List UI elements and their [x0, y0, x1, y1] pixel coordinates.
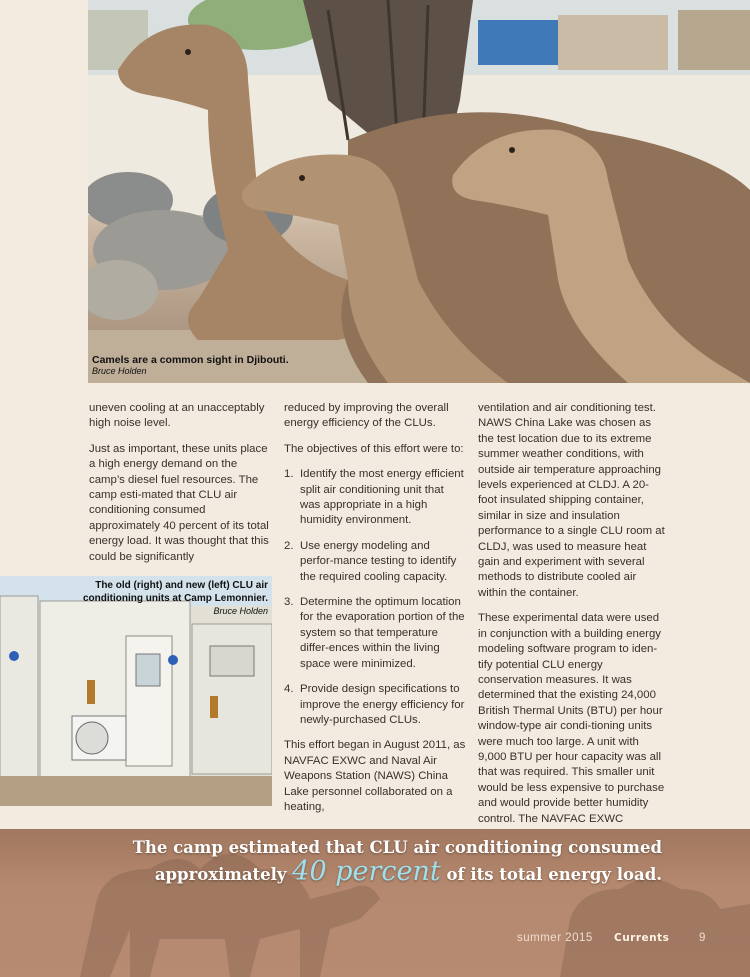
pull-quote-highlight: 40 percent — [292, 856, 441, 887]
left-photo-caption-line1: The old (right) and new (left) CLU air — [95, 580, 268, 591]
col1-paragraph-2: Just as important, these units place a high energy demand on the camp’s diesel fuel resources. The camp esti-mated that CLU air conditioning consumed approximately 40 percent of its total energy load. It was thought that this could be significantly — [89, 442, 269, 563]
pull-quote-after: of its total energy load. — [446, 865, 662, 884]
article-column-3 — [478, 401, 666, 837]
article-column-1 — [89, 401, 269, 575]
col3-paragraph-2: These experimental data were used in conjunction with a building energy modeling software program to iden-tify potential CLU energy conservation measures. It was determined that the existing 24,000 British Thermal Units (BTU) per hour window-type air condi-tioning units were much too large. A unit with 9,000 BTU per hour capacity was all that was required. This smaller unit would be less expensive to purchase and would provide better humidity control. The NAVFAC EXWC — [478, 612, 665, 825]
objective-number: 1. — [284, 468, 294, 481]
top-photo-caption — [92, 354, 289, 376]
objective-item — [284, 595, 466, 672]
top-photo-caption-text: Camels are a common sight in Djibouti. — [92, 354, 289, 366]
objective-number: 2. — [284, 539, 294, 552]
camels-photo — [88, 0, 750, 383]
camels-illustration — [88, 0, 750, 383]
left-photo-caption-line2: conditioning units at Camp Lemonnier. — [82, 592, 268, 604]
col1-paragraph-1: uneven cooling at an unacceptably high noise level. — [89, 402, 265, 430]
pull-quote — [0, 836, 662, 887]
objective-text: Identify the most energy efficient split air conditioning unit that was appropriate in a high humidity environment. — [300, 468, 464, 527]
objectives-list — [284, 467, 466, 728]
objective-number: 3. — [284, 596, 294, 609]
article-column-2 — [284, 401, 466, 825]
objective-text: Provide design specifications to improve the energy efficiency for newly-purchased CLUs. — [300, 683, 465, 726]
left-photo-credit: Bruce Holden — [213, 606, 268, 616]
footer-season: summer 2015 — [517, 932, 593, 944]
pull-quote-band — [0, 829, 750, 977]
objective-text: Determine the optimum location for the evaporation portion of the system so that temperature differ-ences within the living space were minimized. — [300, 596, 465, 670]
clu-units-photo — [0, 576, 272, 806]
page-number: 9 — [699, 932, 706, 944]
col2-paragraph-2: The objectives of this effort were to: — [284, 442, 464, 455]
objective-item — [284, 467, 466, 529]
objective-text: Use energy modeling and perfor-mance testing to identify the required cooling capacity. — [300, 539, 457, 583]
pull-quote-before: approximately — [154, 865, 287, 884]
top-photo-credit: Bruce Holden — [92, 366, 147, 376]
objective-item — [284, 682, 466, 728]
col3-paragraph-1: ventilation and air conditioning test. NAWS China Lake was chosen as the test location due to its extreme summer weather conditions, with outside air temperature approaching levels experienced at CLDJ. A 20-foot insulated shipping container, similar in size and insulation performance to a single CLU room at CLDJ, was used to measure heat gain and experiment with several methods to distribute cooled air within the container. — [478, 402, 665, 599]
footer-publication: Currents — [614, 932, 670, 944]
pull-quote-line2 — [0, 856, 662, 887]
col2-paragraph-1: reduced by improving the overall energy efficiency of the CLUs. — [284, 402, 449, 430]
pull-quote-line1: The camp estimated that CLU air conditioning consumed — [132, 838, 662, 857]
objective-item — [284, 539, 466, 585]
col2-paragraph-3: This effort began in August 2011, as NAVFAC EXWC and Naval Air Weapons Station (NAWS) China Lake personnel collaborated on a heating, — [284, 739, 466, 813]
left-photo-caption — [83, 580, 268, 618]
objective-number: 4. — [284, 683, 294, 696]
